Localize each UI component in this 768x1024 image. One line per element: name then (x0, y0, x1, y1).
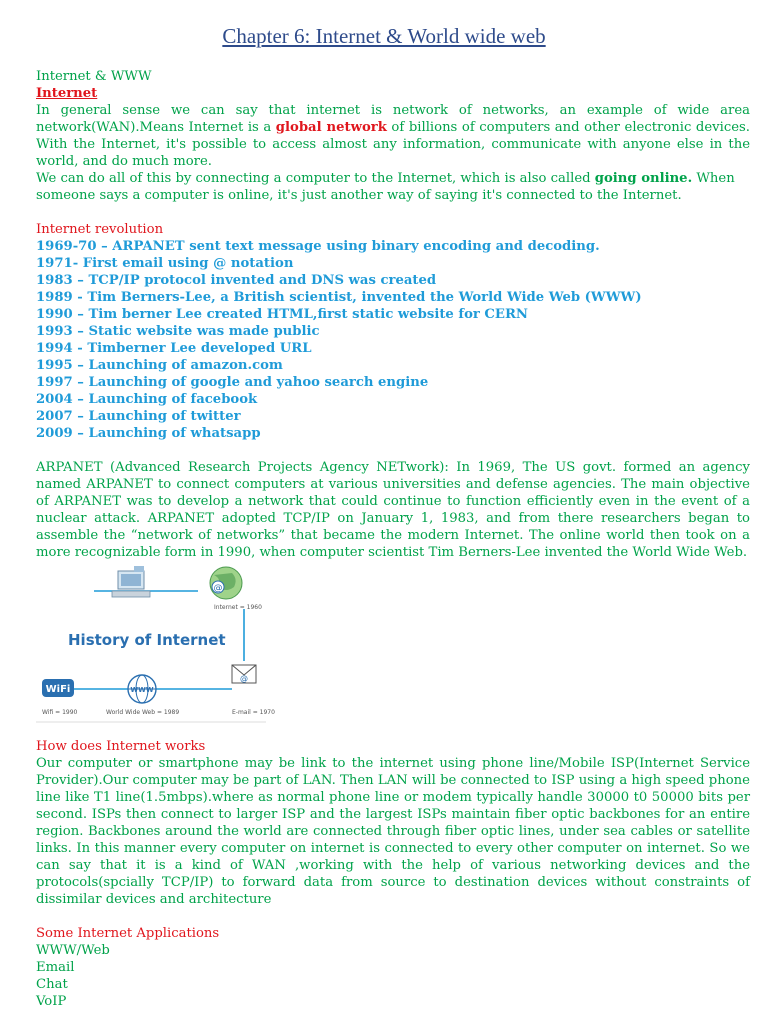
timeline-item: 1997 – Launching of google and yahoo search engine (36, 375, 429, 390)
figure-label-internet: Internet = 1960 (214, 604, 262, 611)
timeline-item: 1990 – Tim berner Lee created HTML,first static website for CERN (36, 307, 528, 322)
para2-text-b: When someone says a computer is online, it's just another way of saying it's connected to the Internet. (36, 171, 735, 203)
timeline-item: 2004 – Launching of facebook (36, 392, 258, 407)
figure-label-www: World Wide Web = 1989 (106, 709, 180, 716)
globe-icon (210, 567, 242, 599)
email-icon (232, 665, 256, 683)
at-symbol: @ (213, 583, 223, 594)
app-label: Email (36, 960, 75, 975)
list-item (36, 993, 750, 1010)
chapter-title: Chapter 6: Internet & World wide web (222, 24, 546, 48)
figure-label-email: E-mail = 1970 (232, 709, 275, 716)
timeline-item: 1969-70 – ARPANET sent text message using binary encoding and decoding. (36, 239, 600, 254)
internet-paragraph-2 (36, 170, 750, 204)
www-text: WWW (130, 686, 154, 694)
arpanet-paragraph: ARPANET (Advanced Research Projects Agency NETwork): In 1969, The US govt. formed an agency named ARPANET to connect computers at various universities and defense agencies. The main objective of ARPANET was to develop a network that could continue to function efficiently even in the event of a nuclear attack. ARPANET adopted TCP/IP on January 1, 1983, and from there researchers began to assemble the “network of networks” that became the modern Internet. The online world then took on a more recognizable form in 1990, when computer scientist Tim Berners-Lee invented the World Wide Web. (36, 460, 750, 560)
how-paragraph: Our computer or smartphone may be link to the internet using phone line/Mobile ISP(Internet Service Provider).Our computer may be part of LAN. Then LAN will be connected to ISP using a high speed phone line like T1 line(1.5mbps).where as normal phone line or modem typically handle 30000 t0 50000 bits per second. ISPs then connect to larger ISP and the largest ISPs maintain fiber optic backbones for an entire region. Backbones around the world are connected through fiber optic lines, under sea cables or satellite links. In this manner every computer on internet is connected to every other computer on internet. So we can say that it is a kind of WAN ,working with the help of various networking devices and the protocols(spcially TCP/IP) to forward data from source to destination devices without constraints of dissimilar devices and architecture (36, 756, 750, 907)
figure-title: History of Internet (68, 631, 226, 649)
global-network-highlight: global network (275, 120, 387, 135)
email-at-symbol: @ (240, 674, 248, 683)
document-body (36, 68, 750, 561)
timeline-item: 2007 – Launching of twitter (36, 409, 241, 424)
list-item (36, 976, 750, 993)
document-body-lower (36, 738, 750, 1010)
history-of-internet-figure (36, 565, 275, 725)
para1-text-a: In general sense we can say that internet is network of networks, an example of wide area network(WAN).Means Internet is a (36, 103, 750, 135)
para2-text-a: We can do all of this by connecting a computer to the Internet, which is also called (36, 171, 595, 186)
timeline-item: 1994 - Timberner Lee developed URL (36, 341, 312, 356)
going-online-highlight: going online. (594, 171, 693, 186)
www-globe-icon (128, 675, 156, 703)
wifi-icon (42, 679, 74, 697)
intro-label: Internet & WWW (36, 69, 152, 84)
internet-paragraph-1 (36, 102, 750, 170)
list-item (36, 942, 750, 959)
timeline-item: 2009 – Launching of whatsapp (36, 426, 261, 441)
app-label: Chat (36, 977, 68, 992)
internet-heading: Internet (36, 86, 98, 101)
app-label: WWW/Web (36, 943, 110, 958)
revolution-heading: Internet revolution (36, 222, 164, 237)
timeline-item: 1993 – Static website was made public (36, 324, 320, 339)
timeline-item: 1995 – Launching of amazon.com (36, 358, 283, 373)
app-label: VoIP (36, 994, 67, 1009)
list-item (36, 959, 750, 976)
timeline-item: 1983 – TCP/IP protocol invented and DNS was created (36, 273, 437, 288)
how-heading: How does Internet works (36, 739, 206, 754)
computer-icon (112, 566, 150, 597)
timeline-list (36, 238, 750, 442)
figure-label-wifi: Wifi = 1990 (42, 709, 78, 716)
timeline-item: 1989 - Tim Berners-Lee, a British scientist, invented the World Wide Web (WWW) (36, 290, 642, 305)
timeline-item: 1971- First email using @ notation (36, 256, 294, 271)
wifi-text: WiFi (45, 684, 71, 695)
apps-heading: Some Internet Applications (36, 926, 220, 941)
apps-list (36, 942, 750, 1010)
para1-text-b: of billions of computers and other electronic devices. With the Internet, it's possible to access almost any information, communicate with anyone else in the world, and do much more. (36, 120, 751, 169)
